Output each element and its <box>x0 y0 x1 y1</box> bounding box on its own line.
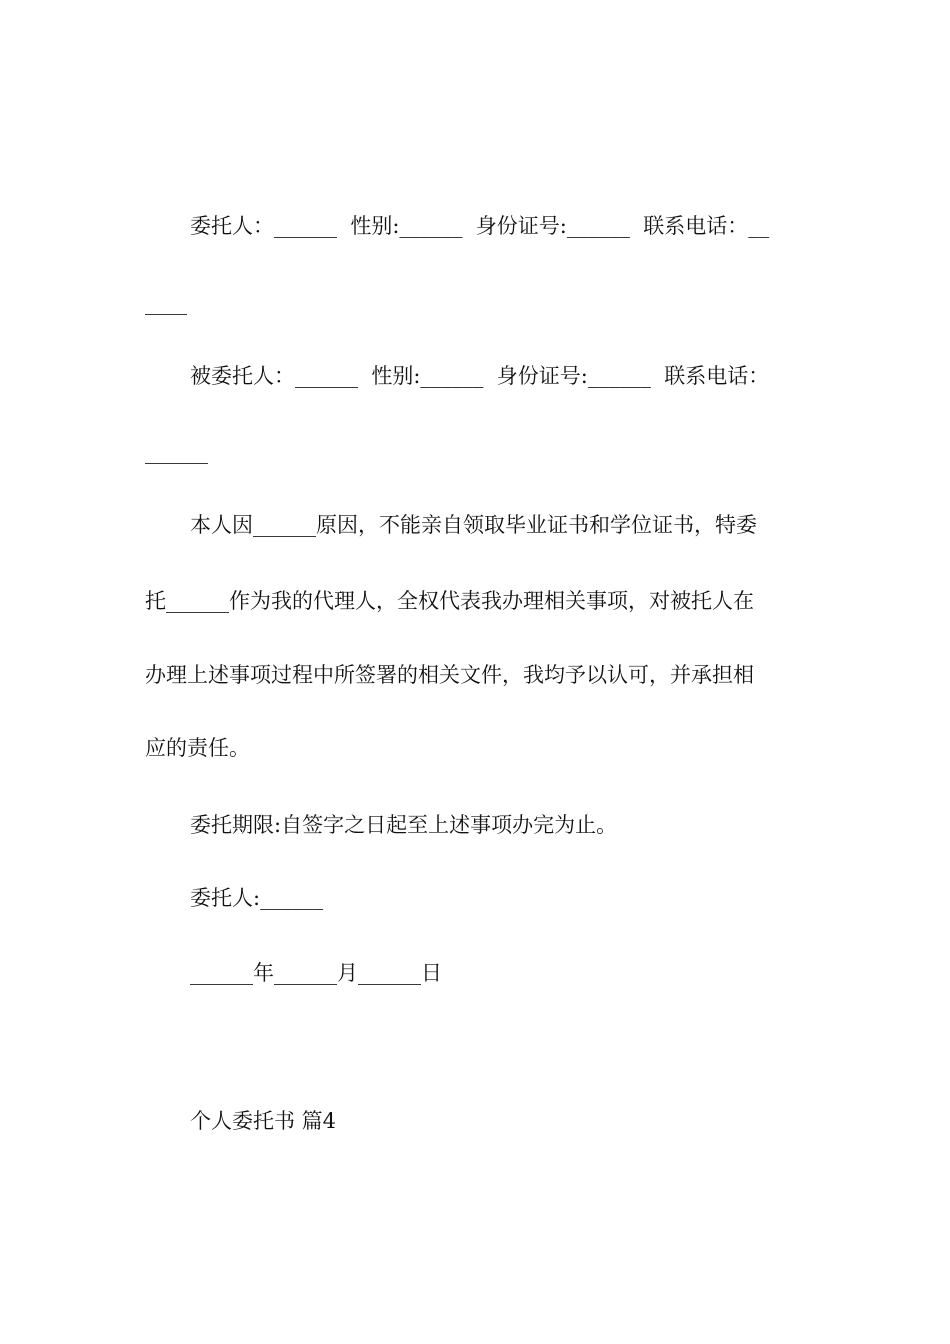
section-heading: 个人委托书 篇4 <box>190 1109 337 1133</box>
signature-line: 委托人:______ <box>190 886 324 910</box>
body-paragraph-line-4: 应的责任。 <box>145 736 250 760</box>
date-line: ______年______月______日 <box>190 961 442 985</box>
principal-info-line: 委托人：______ 性别:______ 身份证号:______ 联系电话：__ <box>190 214 770 238</box>
principal-info-line-continued: ____ <box>145 291 187 315</box>
entrustment-period-line: 委托期限:自签字之日起至上述事项办完为止。 <box>190 813 618 837</box>
agent-info-line-continued: ______ <box>145 440 208 464</box>
body-paragraph-line-1: 本人因______原因，不能亲自领取毕业证书和学位证书，特委 <box>190 513 757 537</box>
body-paragraph-line-3: 办理上述事项过程中所签署的相关文件，我均予以认可，并承担相 <box>145 663 754 687</box>
agent-info-line: 被委托人：______ 性别:______ 身份证号:______ 联系电话： <box>190 364 770 388</box>
body-paragraph-line-2: 托______作为我的代理人，全权代表我办理相关事项，对被托人在 <box>145 589 754 613</box>
